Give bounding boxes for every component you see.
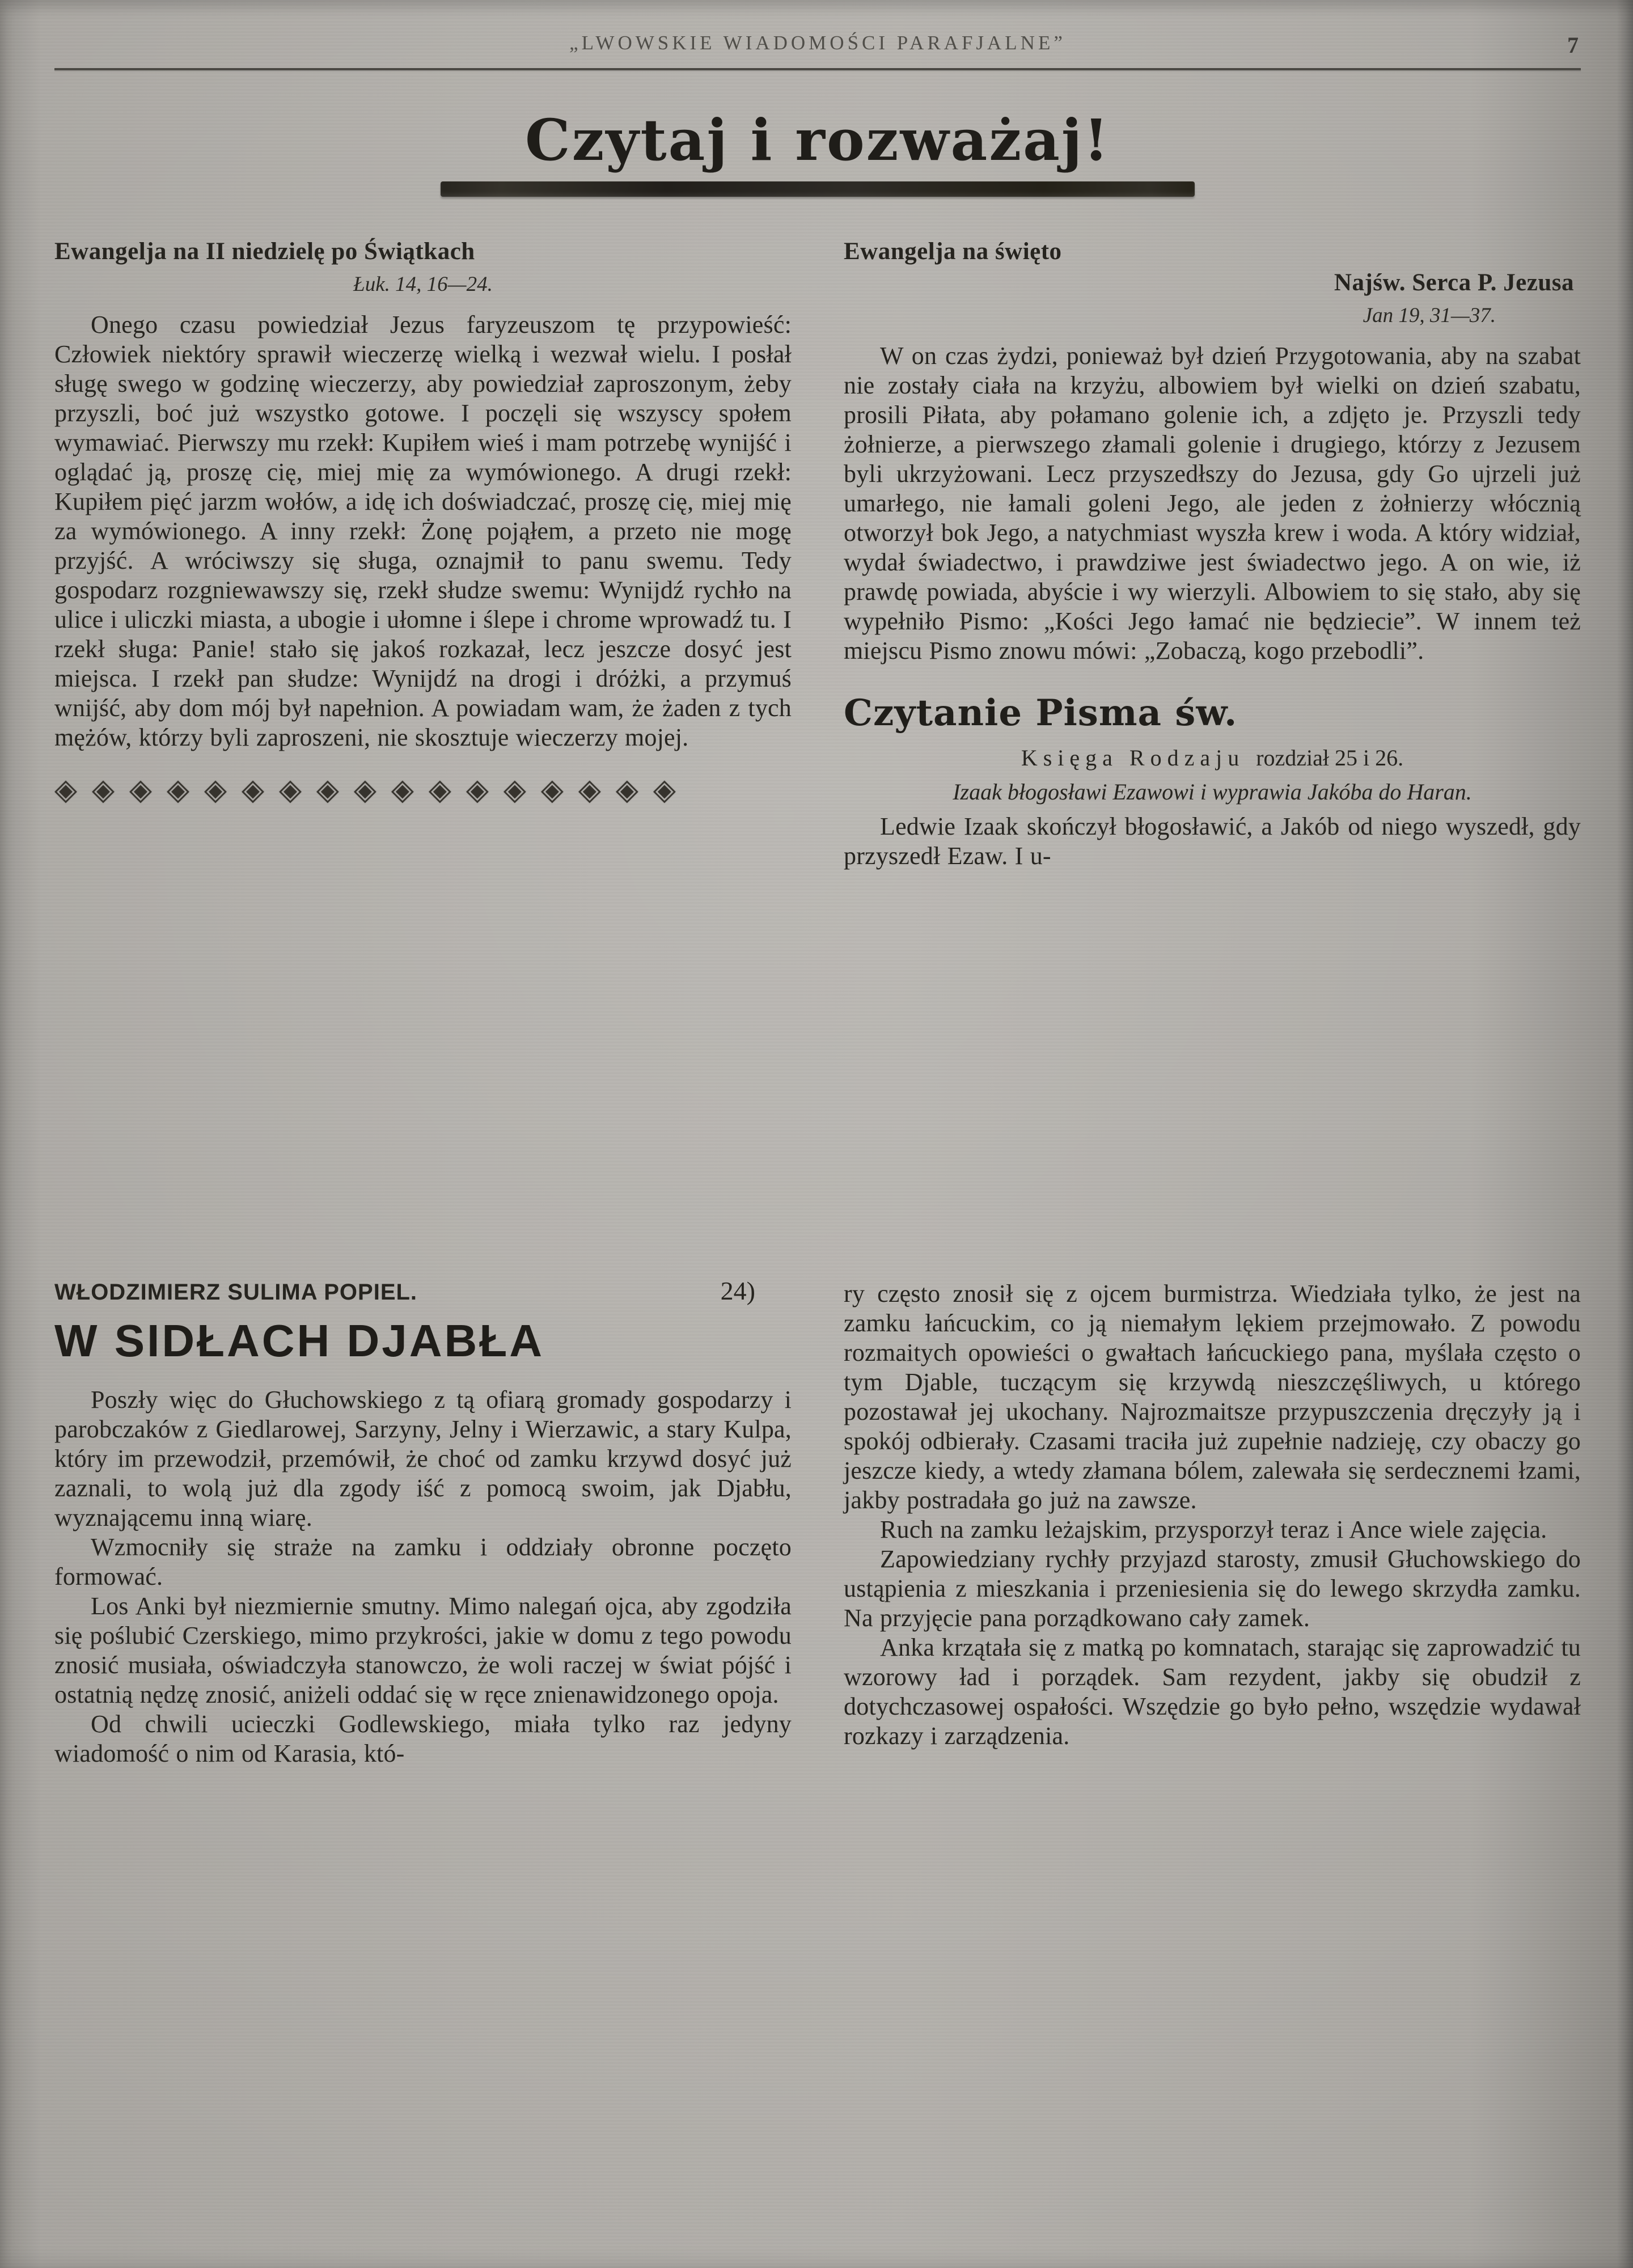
header-rule xyxy=(54,68,1581,70)
reading-body: Ledwie Izaak skończył błogosławić, a Jakób od niego wyszedł, gdy przyszedł Ezaw. I u- xyxy=(844,813,1581,870)
novel-section-left xyxy=(54,1260,792,1768)
reading-subheading-book: Księga Rodzaju xyxy=(1021,745,1245,771)
columns-top xyxy=(54,238,1581,1255)
novel-author: WŁODZIMIERZ SULIMA POPIEL. xyxy=(54,1280,418,1305)
page-number: 7 xyxy=(1567,32,1579,58)
novel-section-right xyxy=(844,1260,1581,1751)
ornament-divider: ◈◈◈◈◈◈◈◈◈◈◈◈◈◈◈◈◈ xyxy=(54,773,691,807)
novel-paragraph: Los Anki był niezmiernie smutny. Mimo nalegań ojca, aby zgodziła się poślubić Czerskiego, mimo przykrości, jakie w domu z tego powodu znosić musiała, oświadczyła stanowczo, że woli raczej w świat pójść i ostatnią nędzę znosić, aniżeli oddać się w ręce znienawidzonego opoja. xyxy=(54,1592,792,1708)
reading-subheading-chapters: rozdział 25 i 26. xyxy=(1256,745,1404,771)
novel-paragraph: Od chwili ucieczki Godlewskiego, miała tylko raz jedyny wiadomość o nim od Karasia, któ- xyxy=(54,1710,792,1767)
gospel-left-heading: Ewangelja na II niedzielę po Świątkach xyxy=(54,238,475,265)
gospel-right-heading-line2: Najśw. Serca P. Jezusa xyxy=(1334,269,1574,296)
gospel-left-reference: Łuk. 14, 16—24. xyxy=(353,273,493,296)
title-underline-bar xyxy=(441,181,1195,197)
novel-paragraph-continuation: ry często znosił się z ojcem burmistrza. Wiedziała tylko, że jest na zamku łańcuckim, co ją niemałym lękiem przejmowało. Z powodu rozmaitych opowieści o gwałtach łańcuckiego pana, myślała często o tym Djable, tuczącym się krzywdą nieszczęśliwych, u którego pozostawał jej ukochany. Najrozmaitsze przypuszczenia dręczyły ją i spokój odbierały. Czasami traciła już zupełnie nadzieję, czy obaczy go jeszcze kiedy, a wtedy złamana bólem, zalewała się serdecznemi łzami, jakby postradała go już na zawsze. xyxy=(844,1280,1581,1514)
reading-subheading xyxy=(844,744,1581,771)
gospel-right-body: W on czas żydzi, ponieważ był dzień Przygotowania, aby na szabat nie zostały ciała na krzyżu, albowiem był wielki on dzień szabatu, prosili Piłata, aby połamano golenie ich, a zdjęto je. Przyszli tedy żołnierze, a pierwszego złamali golenie i drugiego, którzy z Jezusem byli ukrzyżowani. Lecz przyszedłszy do Jezusa, gdy Go ujrzeli już umarłego, nie łamali goleni Jego, ale jeden z żołnierzy włócznią otworzył bok Jego, a natychmiast wyszła krew i woda. A który widział, wydał świadectwo, i prawdziwe jest świadectwo jego. A on wie, iż prawdę powiada, abyście i wy wierzyli. Albowiem to się stało, aby się wypełniło Pismo: „Kości Jego łamać nie będziecie”. W innem też miejscu Pismo znowu mówi: „Zobaczą, kogo przebodli”. xyxy=(844,342,1581,665)
novel-installment-number: 24) xyxy=(720,1276,755,1305)
columns-bottom xyxy=(54,1260,1581,1768)
journal-title: „LWOWSKIE WIADOMOŚCI PARAFJALNE” xyxy=(569,32,1066,54)
reading-lede: Izaak błogosławi Ezawowi i wyprawia Jakóba do Haran. xyxy=(953,779,1472,805)
running-header xyxy=(54,32,1581,60)
novel-title: W SIDŁACH DJABŁA xyxy=(54,1315,544,1366)
novel-paragraph: Ruch na zamku leżajskim, przysporzył teraz i Ance wiele zajęcia. xyxy=(880,1516,1547,1543)
novel-byline xyxy=(54,1276,792,1306)
gospel-left-section xyxy=(54,238,792,807)
gospel-right-section xyxy=(844,238,1581,871)
main-title: Czytaj i rozważaj! xyxy=(525,107,1110,174)
reading-heading: Czytanie Pisma św. xyxy=(844,692,1238,734)
gospel-left-body: Onego czasu powiedział Jezus faryzeuszom tę przypowieść: Człowiek niektóry sprawił wieczerzę wielką i wezwał wielu. I posłał sługę swego w godzinę wieczerzy, aby powiedział zaproszonym, żeby przyszli, boć już wszystko gotowe. I poczęli się wszyscy społem wymawiać. Pierwszy mu rzekł: Kupiłem wieś i mam potrzebę wynijść i oglądać ją, proszę cię, miej mię za wymówionego. A drugi rzekł: Kupiłem pięć jarzm wołów, a idę ich doświadczać, proszę cię, miej mię za wymówionego. A inny rzekł: Żonę pojąłem, a przeto nie mogę przyjść. A wróciwszy się sługa, oznajmił to panu swemu. Tedy gospodarz rozgniewawszy się, rzekł słudze swemu: Wynijdź rychło na ulice i uliczki miasta, a ubogie i ułomne i ślepe i chrome wprowadź tu. I rzekł sługa: Panie! stało się jakoś rozkazał, lecz jeszcze dosyć jest miejsca. I rzekł pan słudze: Wynijdź na drogi i dróżki, a przymuś wnijść, aby dom mój był napełnion. A powiadam wam, że żaden z tych mężów, którzy byli zaproszeni, nie skosztuje wieczerzy mojej. xyxy=(54,311,792,751)
novel-paragraph: Poszły więc do Głuchowskiego z tą ofiarą gromady gospodarzy i parobczaków z Giedlarowej, Sarzyny, Jelny i Wierzawic, a stary Kulpa, który im przewodził, przemówił, że choć od zamku krzywd dosyć już zaznali, to wolą już dla zgody iść z pomocą swoim, jak Djabłu, wyznającemu inną wiarę. xyxy=(54,1386,792,1531)
gospel-right-reference: Jan 19, 31—37. xyxy=(1363,304,1496,327)
gospel-right-heading-line1: Ewangelja na święto xyxy=(844,238,1062,265)
novel-paragraph: Anka krzątała się z matką po komnatach, starając się zaprowadzić tu wzorowy ład i porządek. Sam rezydent, jakby się obudził z dotychczasowej ospałości. Wszędzie go było pełno, wszędzie wydawał rozkazy i zarządzenia. xyxy=(844,1634,1581,1750)
novel-paragraph: Wzmocniły się straże na zamku i oddziały obronne poczęto formować. xyxy=(54,1533,792,1590)
novel-paragraph: Zapowiedziany rychły przyjazd starosty, zmusił Głuchowskiego do ustąpienia z mieszkania i przeniesienia się do lewego skrzydła zamku. Na przyjęcie pana porządkowano cały zamek. xyxy=(844,1545,1581,1632)
